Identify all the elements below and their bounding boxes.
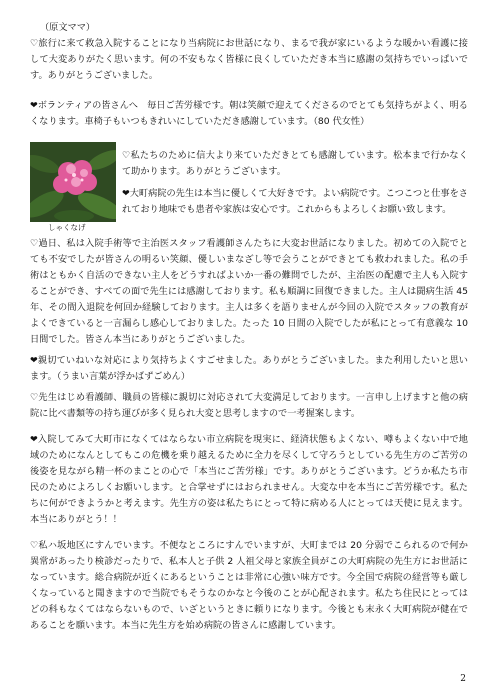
comment-1: ♡旅行に来て救急入院することになり当病院にお世話になり、まるで我が家にいるような暖かい看護に接して大変ありがたく思います。何の不安もなく皆様に良くしていただき本当に感謝の気持ちでいっぱいです。ありがとうございました。 <box>30 38 468 81</box>
page-number: 2 <box>460 674 466 684</box>
comment-4: ❤大町病院の先生は本当に優しくて大好きです。よい病院です。こつこつと仕事をされており地味でも患者や家族は安心です。これからもよろしくお願い致します。 <box>122 188 468 215</box>
comment-8: ❤入院してみて大町市になくてはならない市立病院を現実に、経済状態もよくない、噂もよくない中で地域のためになんとしてもこの危機を乗り越えるために全力を尽くして守ろうとしている先生方のご苦労の後姿を見ながら精一杯のまことの心で「本当にご苦労様」です。ありがとうございます。どうか私たち市民のためによろしくお願いします。と合掌せずにはおられません。大変な中を本当にご苦労様です。私たちに何ができようかと考えます。先生方の姿は私たちにとって特に病める人にとっては天使に見えます。本当にありがとう！！ <box>30 434 468 525</box>
comment-6: ❤親切ていねいな対応により気持ちよくすごせました。ありがとうございました。また利用したいと思います。（うまい言葉が浮かばずごめん） <box>30 355 468 382</box>
rhododendron-photo <box>30 142 116 222</box>
photo-caption: しゃくなげ <box>48 223 86 232</box>
comment-9: ♡私ハ坂地区にすんでいます。不便なところにすんでいますが、大町までは 20 分弱でこられるので何か異常があったり検診だったりで、私本人と子供 2 人祖父母と家族全員がこの大町病院の先生方にお世話になっています。総合病院が近くにあるということは非常に心強い味方です。今全国で病院の経営等も厳しくなっていると聞きますので当院でもそうなのかなと今後のことが心配されます。私たち住民にとってはどの科もなくてはならないもので、いざというときに頼りになります。今後とも末永く大町病院が健在であることを願います。本当に先生方を始め病院の皆さんに感謝しています。 <box>30 540 468 631</box>
comment-7: ♡先生はじめ看護師、職員の皆様に親切に対応されて大変満足しております。一言申し上げますと他の病院に比べ書類等の持ち運びが多く見られ大変と思考しますので一考握案します。 <box>30 392 468 419</box>
comment-5: ♡過日、私は入院手術等で主治医スタッフ看護師さんたちに大変お世話になりました。初めての入院でとても不安でしたが皆さんの明るい笑顔、優しいまなざし等で会うことができとても救われました。私の手術はともかく自活のできない主人をどうすればよいか一番の難問でしたが、主治医の配慮で主人も入院することができ、すべての面で先生には感謝しております。私も順調に回復できました。主人は闘病生活 45 年、その間入退院を何回か経験しております。主人は多くを語りませんが今回の入院でスタッフの教育がよくできていると一言漏らし感心しておりました。たった 10 日間の入院でしたが私にとって有意義な 10 日間でした。皆さん本当にありがとうございました。 <box>30 238 468 345</box>
comment-2: ❤ボランティアの皆さんへ 毎日ご苦労様です。朝は笑顔で迎えてくださるのでとても気持ちがよく、明るくなります。車椅子もいつもきれいにしていただき感謝しています。（80 代女性） <box>30 100 468 127</box>
comment-3: ♡私たちのために信大より来ていただきとても感謝しています。松本まで行かなくて助かります。ありがとうございます。 <box>122 150 468 177</box>
original-text-note: （原文ママ） <box>40 22 96 33</box>
